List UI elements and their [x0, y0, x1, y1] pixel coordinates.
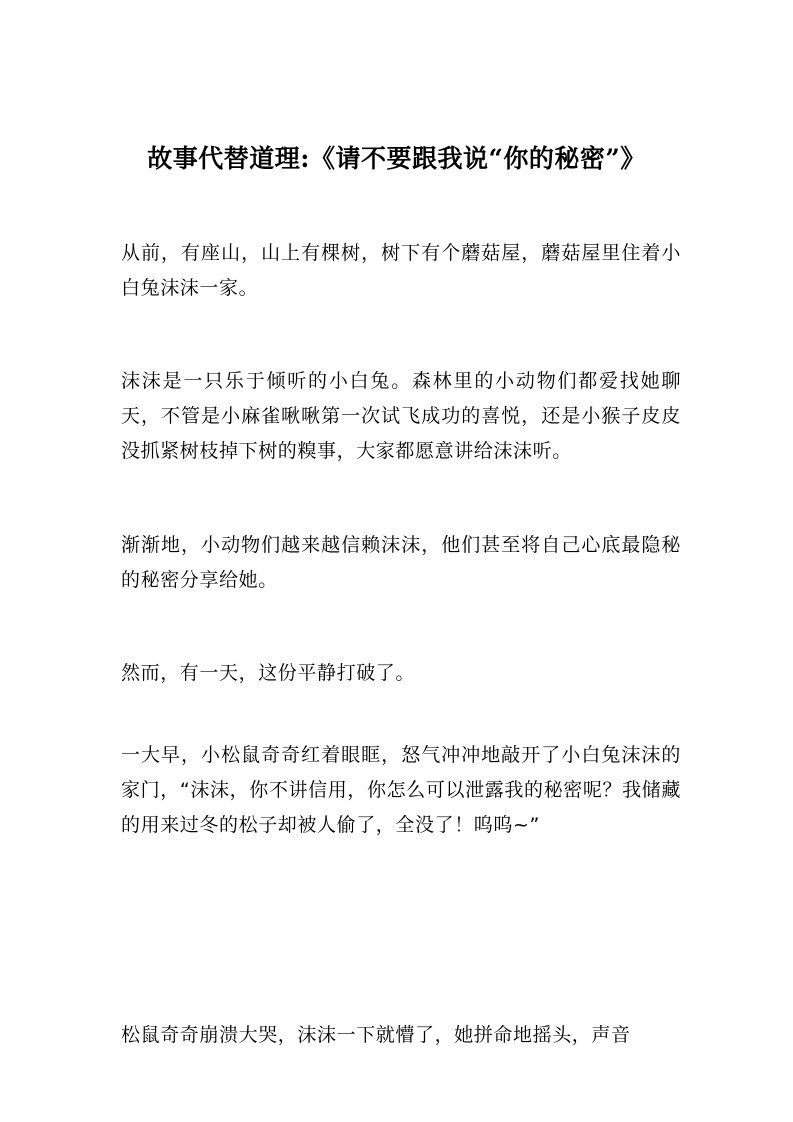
paragraph-6: 松鼠奇奇崩溃大哭，沫沫一下就懵了，她拼命地摇头，声音: [121, 1024, 631, 1046]
paragraph-5: 一大早，小松鼠奇奇红着眼眶，怒气冲冲地敲开了小白兔沫沫的家门，“沫沫，你不讲信用，你怎么可以泄露我的秘密呢？我储藏的用来过冬的松子却被人偷了，全没了！呜呜~”: [121, 744, 681, 836]
paragraph-4: 然而，有一天，这份平静打破了。: [121, 662, 416, 684]
paragraph-3: 渐渐地，小动物们越来越信赖沫沫，他们甚至将自己心底最隐秘的秘密分享给她。: [121, 534, 681, 591]
document-title: 故事代替道理:《请不要跟我说“你的秘密”》: [147, 143, 646, 173]
paragraph-2: 沫沫是一只乐于倾听的小白兔。森林里的小动物们都爱找她聊天，不管是小麻雀啾啾第一次试飞成功的喜悦，还是小猴子皮皮没抓紧树枝掉下树的糗事，大家都愿意讲给沫沫听。: [121, 370, 681, 462]
paragraph-1: 从前，有座山，山上有棵树，树下有个蘑菇屋，蘑菇屋里住着小白兔沫沫一家。: [121, 242, 681, 299]
